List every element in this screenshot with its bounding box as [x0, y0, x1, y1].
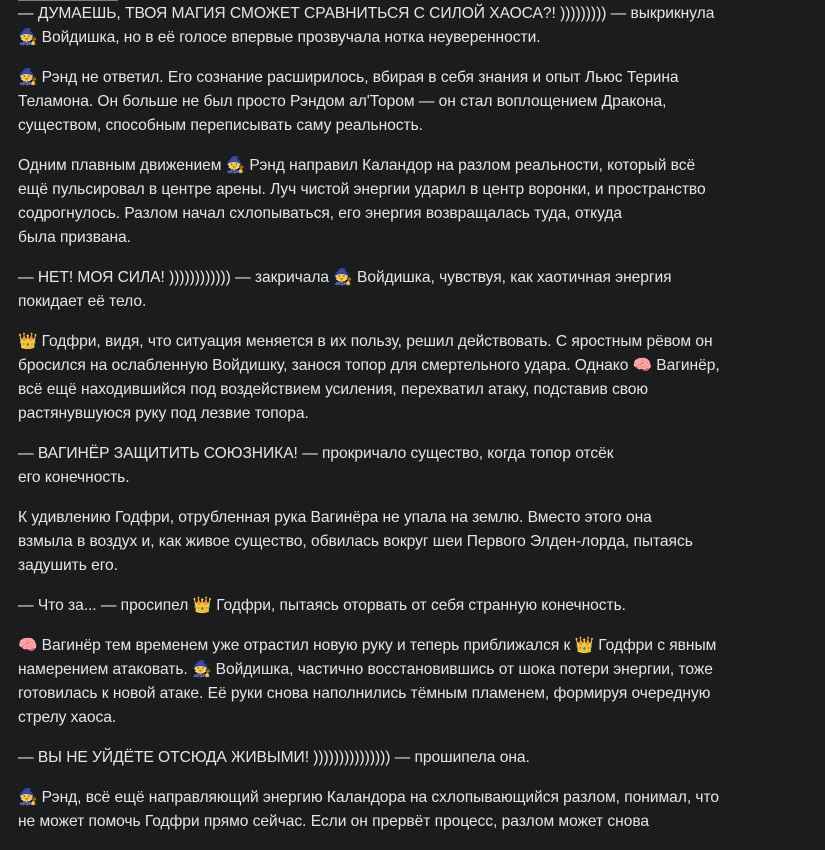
paragraph: — ВЫ НЕ УЙДЁТЕ ОТСЮДА ЖИВЫМИ! ))))))))))))))) — прошипела она. [18, 749, 530, 766]
paragraph: — Что за... — просипел 👑 Годфри, пытаясь оторвать от себя странную конечность. [18, 597, 626, 614]
paragraph: — ВАГИНЁР ЗАЩИТИТЬ СОЮЗНИКА! — прокричало существо, когда топор отсёк его конечность. [18, 445, 614, 486]
story-text [18, 2, 798, 850]
paragraph: 🧙 Рэнд, всё ещё направляющий энергию Каландора на схлопывающийся разлом, понимал, что не может помочь Годфри прямо сейчас. Если он прервёт процесс, разлом может снова [18, 789, 720, 830]
paragraph: К удивлению Годфри, отрубленная рука Вагинёра не упала на землю. Вместо этого она взмыла в воздух и, как живое существо, обвилась вокруг шеи Первого Элден-лорда, пытаясь задушить его. [18, 509, 693, 574]
paragraph: 👑 Годфри, видя, что ситуация меняется в их пользу, решил действовать. С яростным рёвом он бросился на ослабленную Войдишку, занося топор для смертельного удара. Однако 🧠 Вагинёр, всё ещё находившийся под воздействием усиления, перехватил атаку, подставив свою растянувшуюся руку под лезвие топора. [18, 333, 720, 422]
top-divider [18, 0, 118, 1]
paragraph: — ДУМАЕШЬ, ТВОЯ МАГИЯ СМОЖЕТ СРАВНИТЬСЯ С СИЛОЙ ХАОСА?! ))))))))) — выкрикнула 🧙 Войдишка, но в её голосе впервые прозвучала нотка неуверенности. [18, 5, 715, 46]
paragraph: Одним плавным движением 🧙 Рэнд направил Каландор на разлом реальности, который всё ещё пульсировал в центре арены. Луч чистой энергии ударил в центр воронки, и пространство содрогнулось. Разлом начал схлопываться, его энергия возвращалась туда, откуда была призвана. [18, 157, 706, 246]
paragraph: 🧙 Рэнд не ответил. Его сознание расширилось, вбирая в себя знания и опыт Льюс Терина Теламона. Он больше не был просто Рэндом ал'Тором — он стал воплощением Дракона, существом, способным переписывать саму реальность. [18, 69, 679, 134]
paragraph: 🧠 Вагинёр тем временем уже отрастил новую руку и теперь приближался к 👑 Годфри с явным намерением атаковать. 🧙 Войдишка, частично восстановившись от шока потери энергии, тоже готовилась к новой атаке. Её руки снова наполнились тёмным пламенем, формируя очередную стрелу хаоса. [18, 637, 717, 726]
paragraph: — НЕТ! МОЯ СИЛА! )))))))))))) — закричала 🧙 Войдишка, чувствуя, как хаотичная энергия покидает её тело. [18, 269, 672, 310]
